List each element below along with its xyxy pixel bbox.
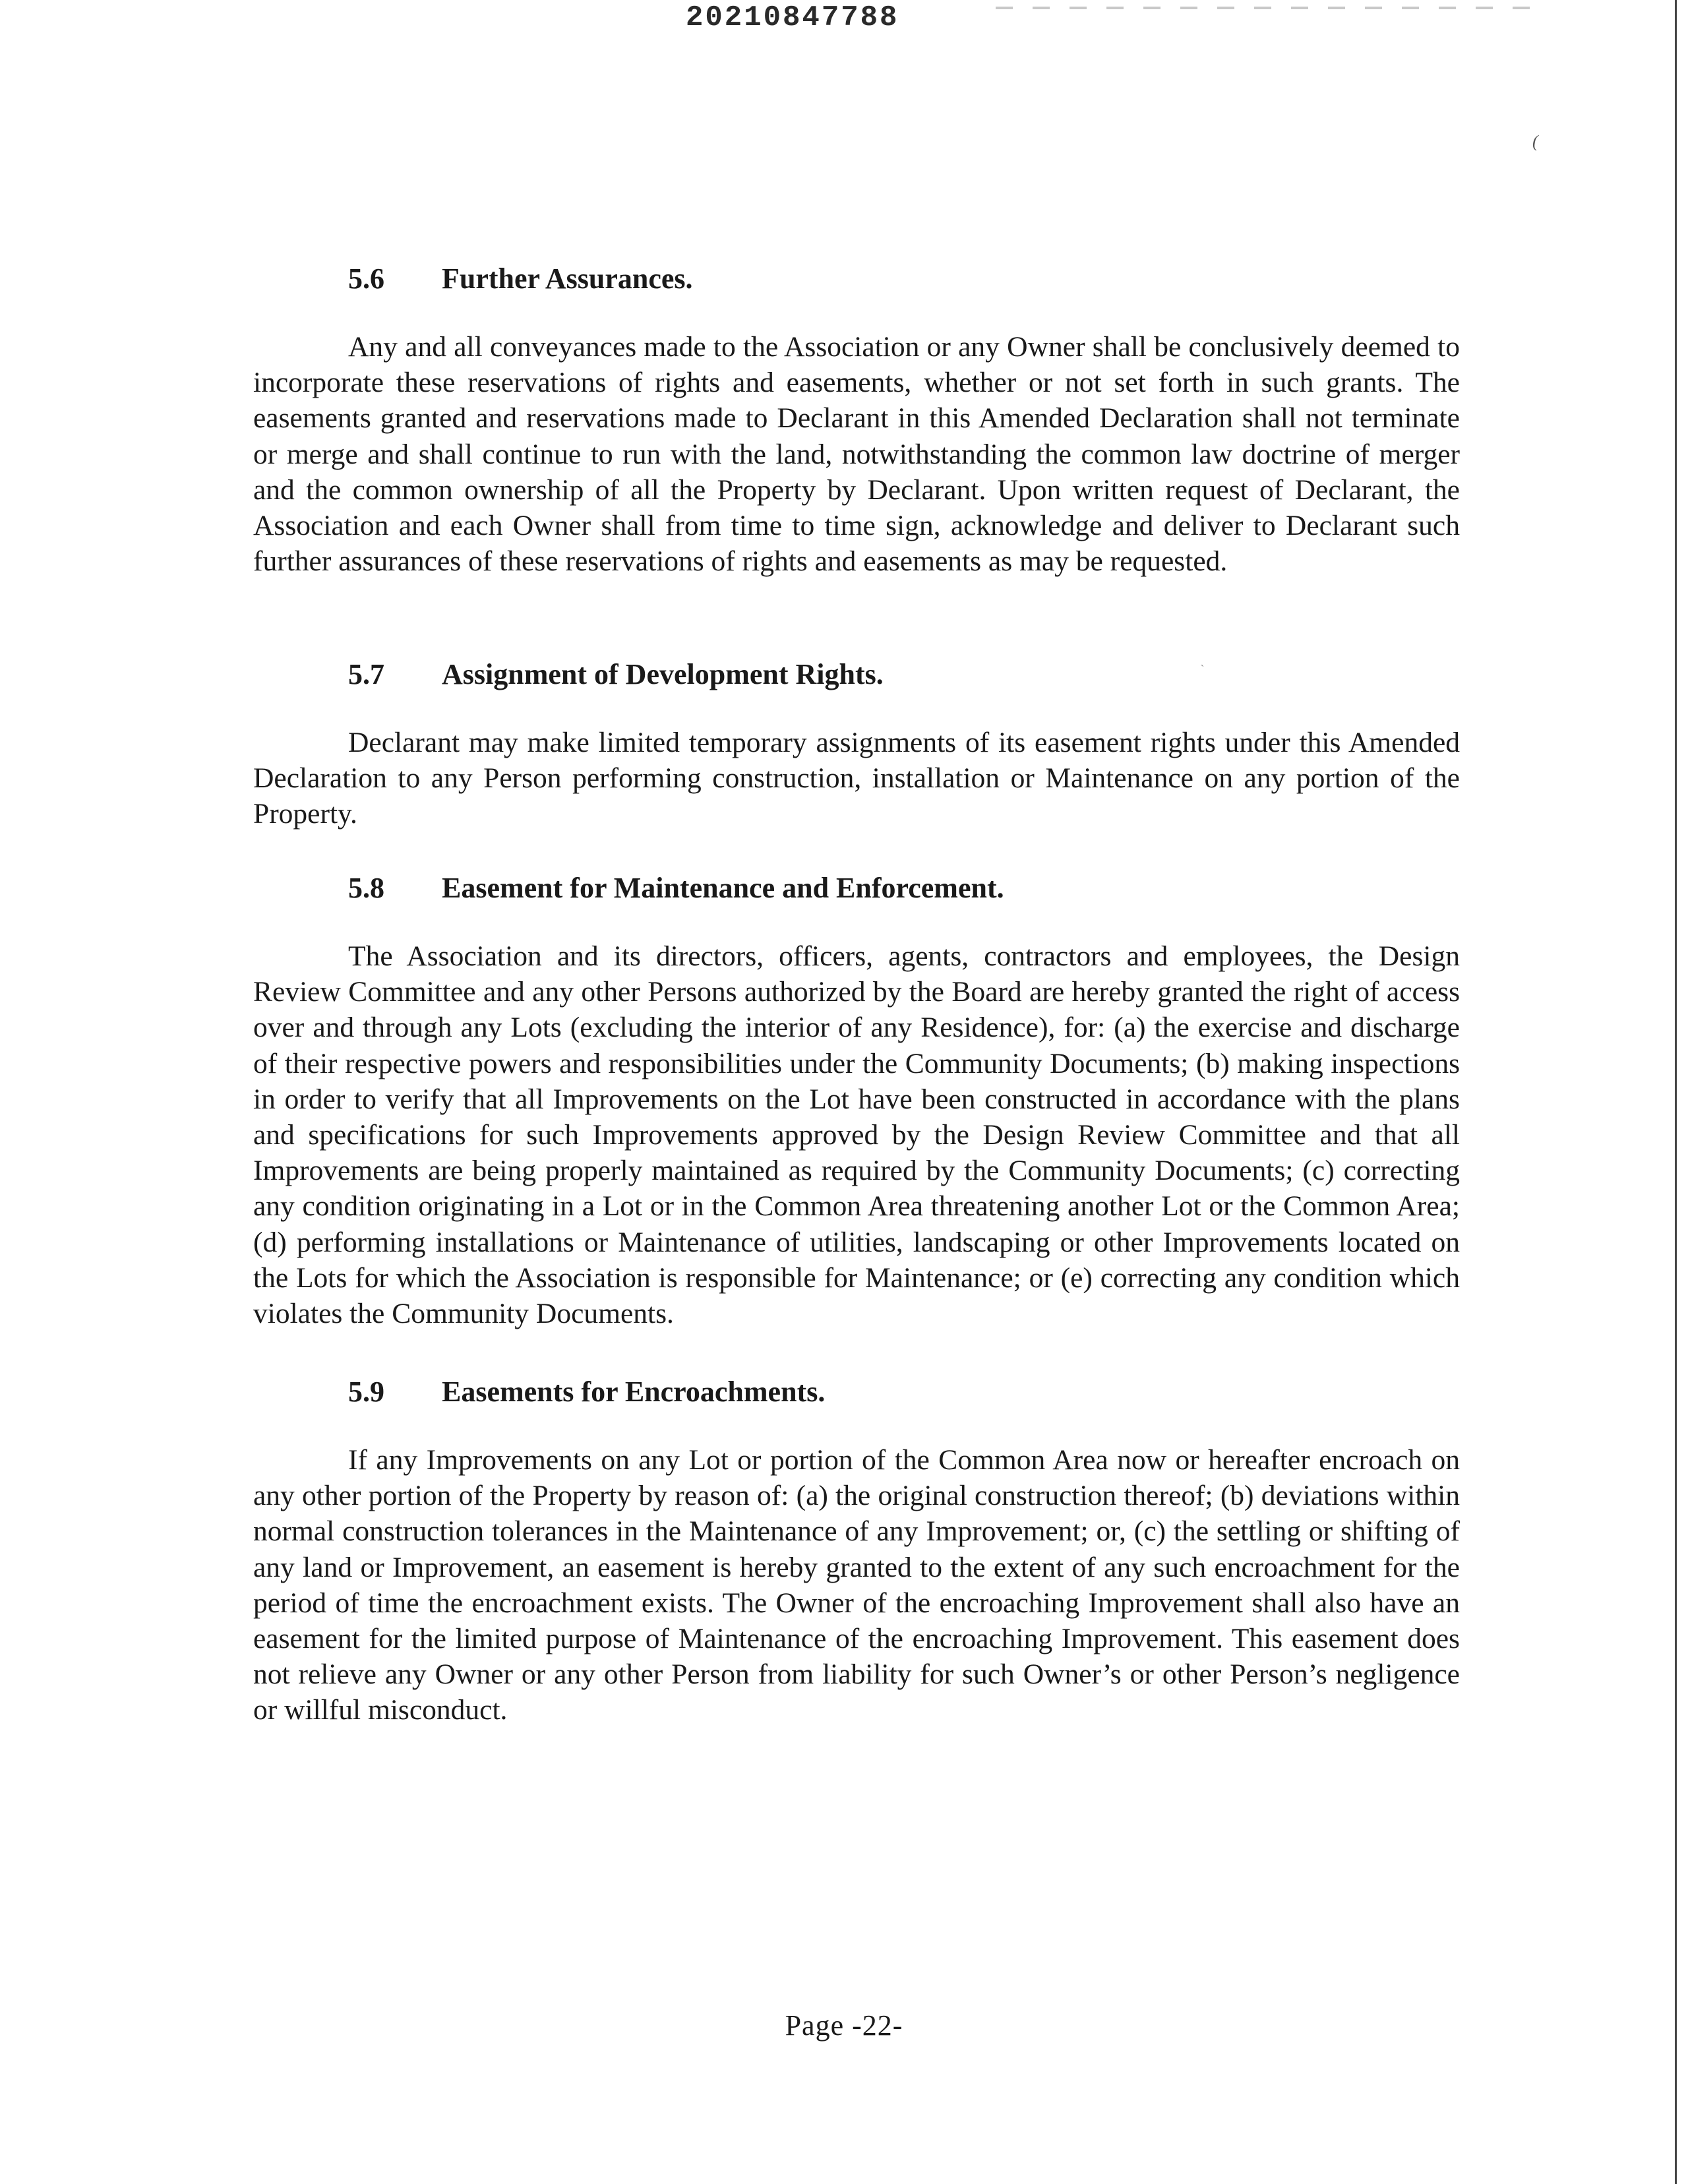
page-edge-line (1675, 0, 1677, 2184)
section-title: Further Assurances. (442, 262, 693, 295)
page-number: Page -22- (785, 2009, 903, 2042)
section-5-8 (253, 868, 1460, 1331)
section-number: 5.9 (348, 1376, 384, 1408)
section-5-7 (253, 655, 1460, 832)
section-paragraph: If any Improvements on any Lot or portion of the Common Area now or hereafter encroach on any other portion of the Property by reason of: (a) the original construction thereof; (b) deviations within normal construction tolerances in the Maintenance of any Improvement; or, (c) the settling or shifting of any land or Improvement, an easement is hereby granted to the extent of any such encroachment for the period of time the encroachment exists. The Owner of the encroaching Improvement shall also have an easement for the limited purpose of Maintenance of the encroaching Improvement. This easement does not relieve any Owner or any other Person from liability for such Owner’s or other Person’s negligence or willful misconduct. (253, 1444, 1460, 1726)
section-5-6 (253, 259, 1460, 579)
section-paragraph: The Association and its directors, officers, agents, contractors and employees, the Design Review Committee and any other Persons authorized by the Board are hereby granted the right of access over and through any Lots (excluding the interior of any Residence), for: (a) the exercise and discharge of their respective powers and responsibilities under the Community Documents; (b) making inspections in order to verify that all Improvements on the Lot have been constructed in accordance with the plans and specifications for such Improvements approved by the Design Review Committee and that all Improvements are being properly maintained as required by the Community Documents; (c) correcting any condition originating in a Lot or in the Common Area threatening another Lot or the Common Area; (d) performing installations or Maintenance of utilities, landscaping or other Improvements located on the Lots for which the Association is responsible for Maintenance; or (e) correcting any condition which violates the Community Documents. (253, 940, 1460, 1330)
section-heading (348, 868, 1460, 908)
section-heading (348, 655, 1460, 694)
recording-number: 20210847788 (686, 1, 899, 34)
scan-artifact-dashes (996, 7, 1536, 9)
section-paragraph: Any and all conveyances made to the Association or any Owner shall be conclusively deemed to incorporate these reservations of rights and easements, whether or not set forth in such grants. The easements granted and reservations made to Declarant in this Amended Declaration shall not terminate or merge and shall continue to run with the land, notwithstanding the common law doctrine of merger and the common ownership of all the Property by Declarant. Upon written request of Declarant, the Association and each Owner shall from time to time sign, acknowledge and deliver to Declarant such further assurances of these reservations of rights and easements as may be requested. (253, 331, 1460, 578)
section-title: Easements for Encroachments. (442, 1376, 826, 1408)
section-5-9 (253, 1372, 1460, 1728)
section-heading (348, 1372, 1460, 1412)
section-number: 5.6 (348, 262, 384, 295)
scan-artifact-mark: ( (1532, 132, 1538, 151)
scan-artifact-dot: ` (1200, 663, 1205, 677)
section-number: 5.8 (348, 872, 384, 904)
section-paragraph: Declarant may make limited temporary assignments of its easement rights under this Amended Declaration to any Person performing construction, installation or Maintenance on any portion of the Property. (253, 727, 1460, 830)
section-number: 5.7 (348, 658, 384, 690)
section-heading (348, 259, 1460, 299)
section-title: Assignment of Development Rights. (442, 658, 884, 690)
section-title: Easement for Maintenance and Enforcement. (442, 872, 1004, 904)
